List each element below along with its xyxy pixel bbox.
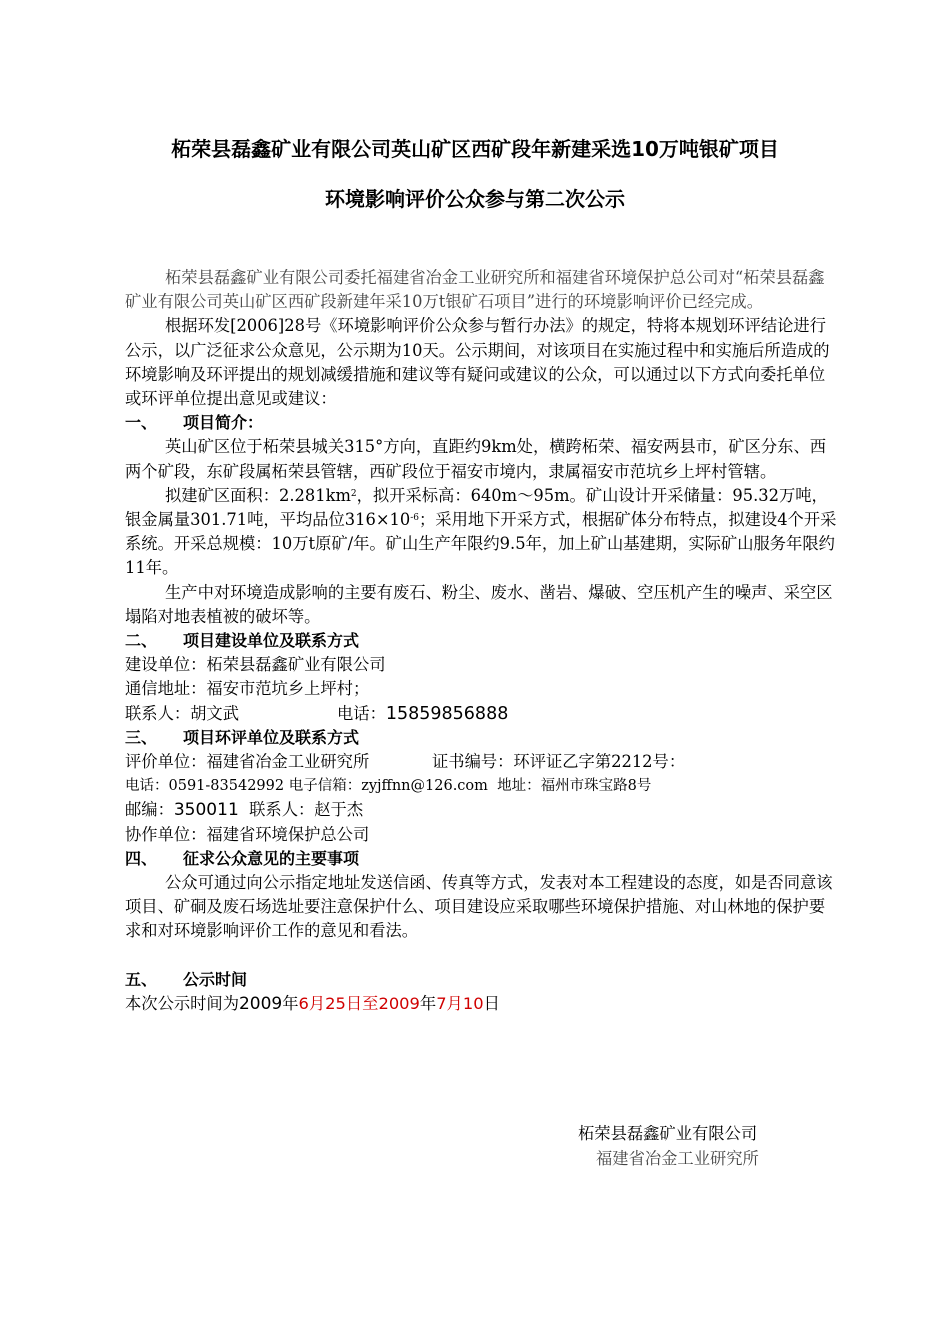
section-3-heading bbox=[125, 726, 840, 750]
signature-institute: 福建省冶金工业研究所 bbox=[596, 1149, 759, 1168]
section-4-paragraph: 公众可通过向公示指定地址发送信函、传真等方式，发表对本工程建设的态度，如是否同意该项目、矿硐及废石场选址要注意保护什么、项目建设应采取哪些环境保护措施、对山林地的保护要求和对环境影响评价工作的意见和看法。 bbox=[125, 873, 833, 941]
signature-company: 柘荣县磊鑫矿业有限公司 bbox=[578, 1124, 758, 1143]
section-4-title: 征求公众意见的主要事项 bbox=[183, 848, 360, 868]
contact-person: 联系人：胡文武 bbox=[125, 703, 239, 723]
eval-address: 福州市珠宝路8号 bbox=[540, 778, 652, 795]
spacer bbox=[125, 944, 840, 968]
section-5-heading bbox=[125, 968, 840, 992]
end-date: 7月10 bbox=[436, 993, 484, 1013]
end-year-unit: 年 bbox=[419, 993, 437, 1013]
section-2-number: 二、 bbox=[125, 631, 158, 651]
section-2-title: 项目建设单位及联系方式 bbox=[183, 631, 360, 651]
phone-number: 15859856888 bbox=[385, 703, 509, 724]
evaluation-contact-line bbox=[125, 774, 840, 798]
eval-contact-person: 联系人：赵于杰 bbox=[249, 800, 364, 820]
end-year: 2009 bbox=[378, 993, 420, 1013]
section-5-number: 五、 bbox=[125, 969, 158, 989]
grade-superscript: -6 bbox=[410, 513, 419, 524]
publicity-period bbox=[125, 992, 840, 1016]
reserves-text: ，拟开采标高：640m～95m。矿山设计开采储量：95.32万吨，银金属量301.71吨，平均品位316×10 bbox=[125, 485, 828, 530]
certificate-suffix: 号： bbox=[652, 752, 686, 772]
intro-paragraph-1: 柘荣县磊鑫矿业有限公司委托福建省冶金工业研究所和福建省环境保护总公司对“柘荣县磊鑫矿业有限公司英山矿区西矿段新建年采10万t银矿石项目”进行的环境影响评价已经完成。 bbox=[125, 268, 825, 312]
section-3-number: 三、 bbox=[125, 727, 158, 747]
section-4-number: 四、 bbox=[125, 848, 158, 868]
mailing-address: 通信地址：福安市范坑乡上坪村； bbox=[125, 679, 370, 699]
area-text: 拟建矿区面积：2.281km bbox=[165, 485, 351, 505]
section-1-paragraph-2 bbox=[125, 484, 840, 581]
end-date-suffix: 日 bbox=[483, 993, 500, 1013]
zip-code: 350011 bbox=[173, 800, 239, 821]
certificate-number: 2212 bbox=[611, 752, 653, 772]
construction-unit: 建设单位：柘荣县磊鑫矿业有限公司 bbox=[125, 655, 386, 675]
zip-label: 邮编： bbox=[125, 800, 174, 820]
area-superscript: 2 bbox=[350, 488, 357, 499]
section-1-title: 项目简介： bbox=[183, 413, 264, 433]
start-year: 2009 bbox=[238, 993, 283, 1014]
contact-line bbox=[125, 702, 840, 726]
email-address[interactable]: zyjffnn@126.com bbox=[361, 778, 488, 795]
evaluation-unit-line bbox=[125, 750, 840, 774]
section-1-paragraph-3: 生产中对环境造成影响的主要有废石、粉尘、废水、凿岩、爆破、空压机产生的噪声、采空区塌陷对地表植被的破坏等。 bbox=[125, 582, 833, 626]
section-1-heading bbox=[125, 411, 840, 435]
section-1-number: 一、 bbox=[125, 413, 158, 433]
eval-address-label: 地址： bbox=[497, 778, 541, 795]
start-year-unit: 年 bbox=[282, 993, 299, 1013]
mining-method-text: ；采用地下开采方式，根据矿体分布特点，拟建设4个开采系统。开采总规模：10万t原矿/年。矿山生产年限约9.5年，加上矿山基建期，实际矿山服务年限约11年。 bbox=[125, 510, 837, 578]
document-title-line2: 环境影响评价公众参与第二次公示 bbox=[325, 187, 625, 211]
phone-label: 电话： bbox=[337, 703, 386, 723]
start-date: 6月25日至 bbox=[298, 993, 379, 1013]
section-2-heading bbox=[125, 629, 840, 653]
email-label: 电子信箱： bbox=[288, 778, 362, 795]
intro-paragraph-2: 根据环发[2006]28号《环境影响评价公众参与暂行办法》的规定，特将本规划环评结论进行公示，以广泛征求公众意见，公示期为10天。公示期间，对该项目在实施过程中和实施后所造成的环境影响及环评提出的规划减缓措施和建议等有疑问或建议的公众，可以通过以下方式向委托单位或环评单位提出意见或建议： bbox=[125, 316, 830, 409]
section-1-paragraph-1: 英山矿区位于柘荣县城关315°方向，直距约9km处，横跨柘荣、福安两县市，矿区分东、西两个矿段，东矿段属柘荣县管辖，西矿段位于福安市境内，隶属福安市范坑乡上坪村管辖。 bbox=[125, 437, 827, 481]
section-3-title: 项目环评单位及联系方式 bbox=[183, 727, 360, 747]
certificate-label: 证书编号：环评证乙字第 bbox=[432, 752, 612, 772]
document-title-line1: 柘荣县磊鑫矿业有限公司英山矿区西矿段年新建采选10万吨银矿项目 bbox=[171, 137, 779, 161]
zip-line bbox=[125, 798, 840, 822]
document-body bbox=[125, 266, 840, 1016]
eval-phone: 0591-83542992 bbox=[168, 778, 285, 795]
partner-unit: 协作单位：福建省环境保护总公司 bbox=[125, 824, 370, 844]
eval-phone-label: 电话： bbox=[125, 778, 169, 795]
section-4-heading bbox=[125, 847, 840, 871]
section-5-title: 公示时间 bbox=[183, 969, 248, 989]
evaluation-unit: 评价单位：福建省冶金工业研究所 bbox=[125, 752, 370, 772]
period-prefix: 本次公示时间为 bbox=[125, 993, 239, 1013]
